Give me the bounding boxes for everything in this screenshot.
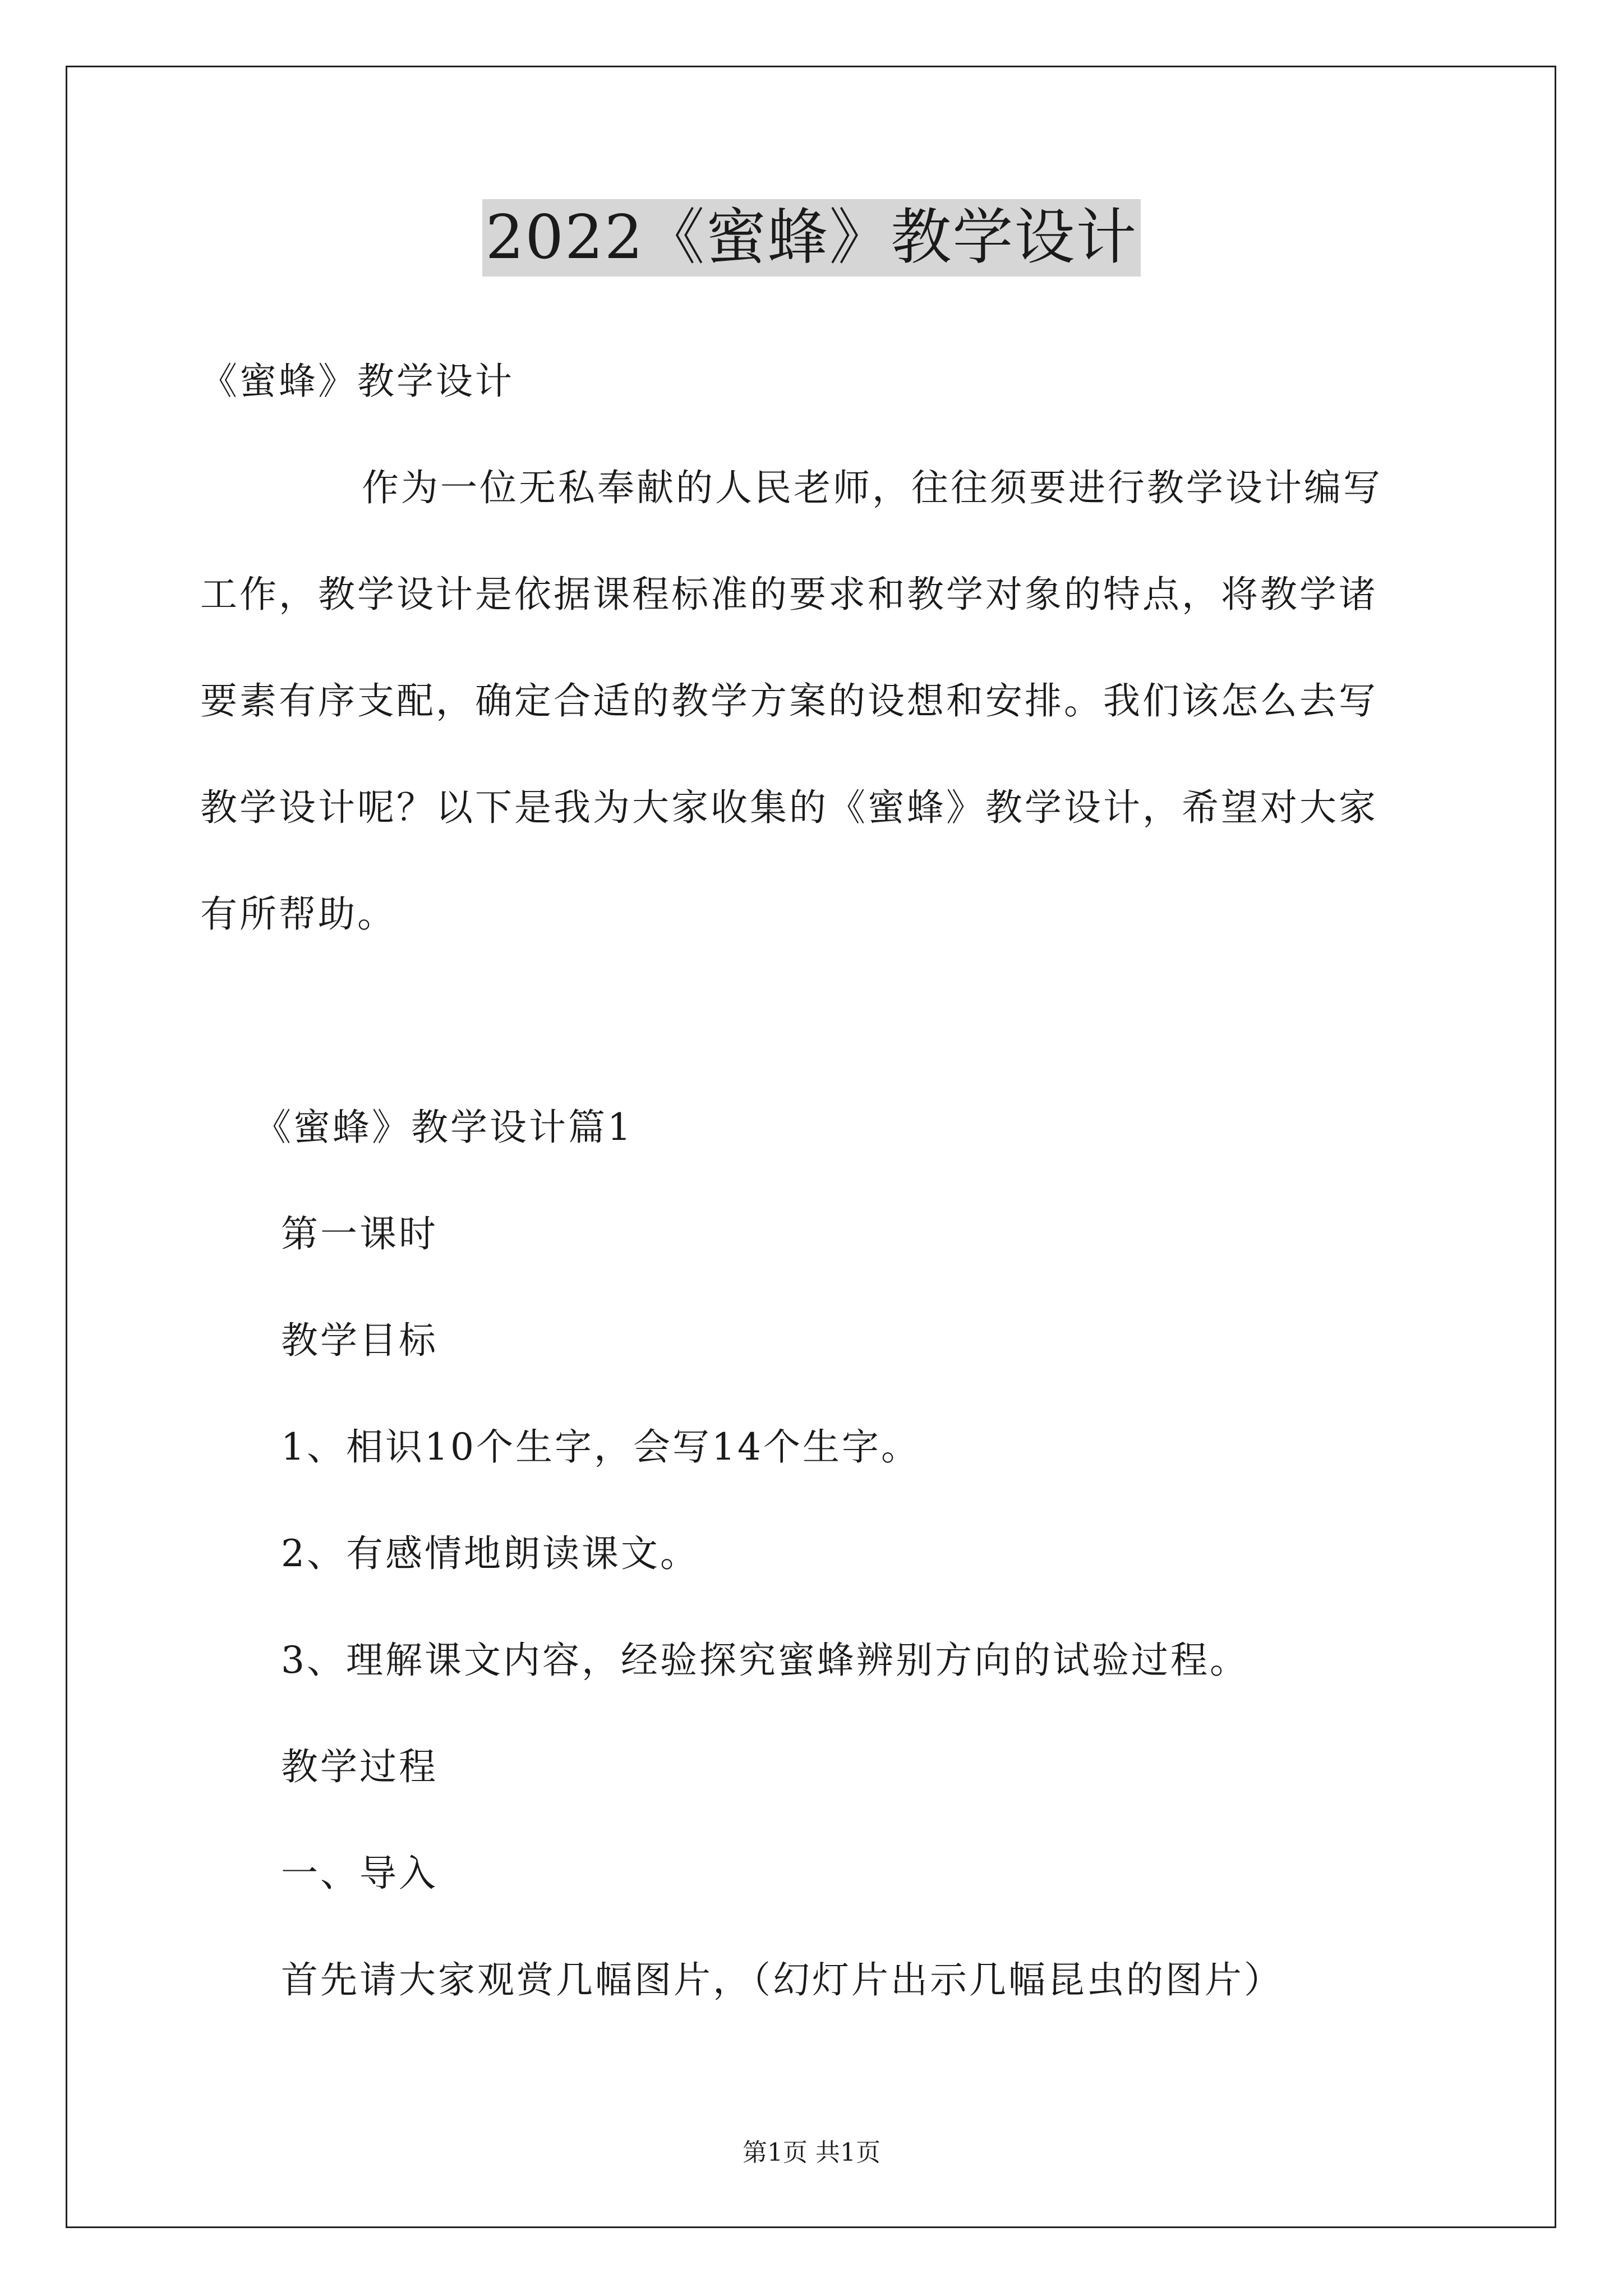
- lesson-heading: 第一课时: [281, 1212, 438, 1255]
- step-heading: 一、导入: [281, 1852, 438, 1895]
- intro-heading: 《蜜蜂》教学设计: [200, 360, 514, 403]
- paragraph-line: 首先请大家观赏几幅图片，（幻灯片出示几幅昆虫的图片）: [281, 1958, 1283, 2001]
- paragraph-line: 教学设计呢？以下是我为大家收集的《蜜蜂》教学设计，希望对大家: [200, 786, 1378, 829]
- paragraph-line: 要素有序支配，确定合适的教学方案的设想和安排。我们该怎么去写: [200, 679, 1378, 723]
- process-heading: 教学过程: [281, 1745, 438, 1788]
- paragraph-line: 工作，教学设计是依据课程标准的要求和教学对象的特点，将教学诸: [200, 573, 1378, 616]
- objective-item: 2、有感情地朗读课文。: [281, 1532, 699, 1575]
- objectives-heading: 教学目标: [281, 1319, 438, 1362]
- document-title: 2022《蜜蜂》教学设计: [482, 199, 1141, 277]
- section-heading: 《蜜蜂》教学设计篇1: [254, 1106, 633, 1149]
- objective-item: 3、理解课文内容，经验探究蜜蜂辨别方向的试验过程。: [281, 1639, 1249, 1682]
- paragraph-line: 作为一位无私奉献的人民老师，往往须要进行教学设计编写: [362, 466, 1382, 509]
- paragraph-line: 有所帮助。: [200, 892, 396, 936]
- objective-item: 1、相识10个生字，会写14个生字。: [281, 1425, 920, 1469]
- page-footer: 第1页 共1页: [743, 2138, 880, 2167]
- title-container: [0, 199, 1623, 277]
